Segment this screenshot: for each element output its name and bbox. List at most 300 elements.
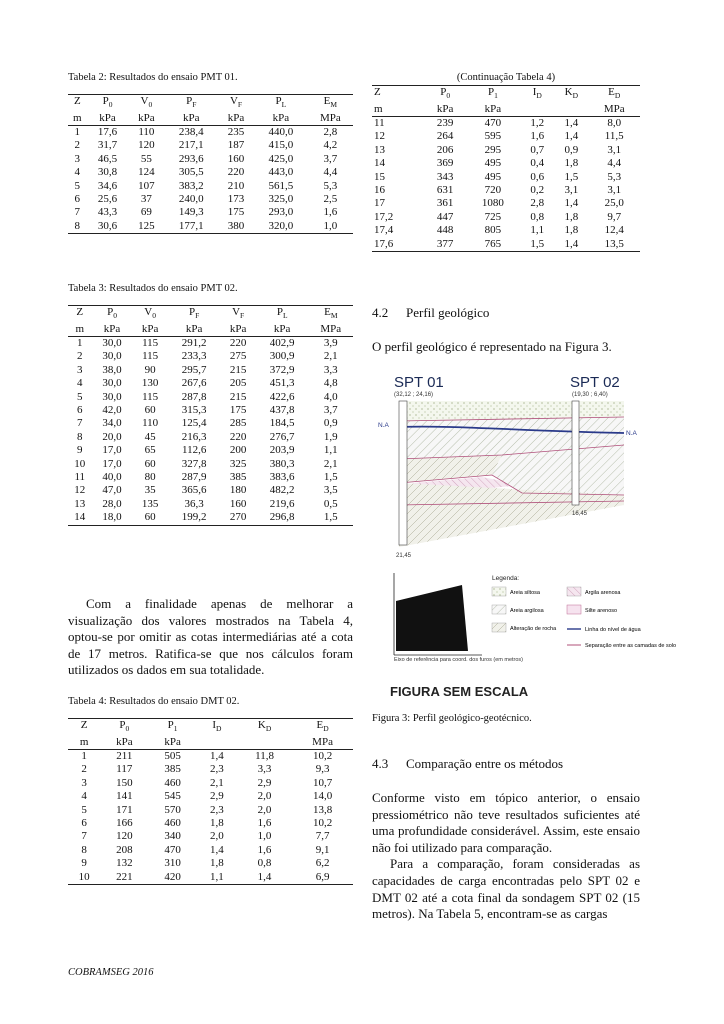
table-cell: 30,0	[102, 350, 122, 363]
table-cell: 13,5	[588, 238, 640, 252]
table-cell: 3,7	[323, 404, 338, 417]
table-row	[68, 206, 353, 219]
table-cell: 310	[164, 857, 181, 870]
table-cell: 219,6	[269, 497, 295, 510]
legend-label-4: Alteração de rocha	[510, 626, 557, 632]
table-cell: 440,0	[268, 126, 294, 138]
table-cell: 6	[76, 404, 83, 417]
table-cell: 0,9	[564, 143, 579, 156]
table-cell: 9	[76, 444, 83, 457]
table-cell: 9	[81, 857, 87, 870]
table-cell: 3,1	[564, 184, 579, 197]
water-label-right: N.A	[626, 430, 637, 437]
table-row	[372, 130, 640, 143]
table-cell: 199,2	[168, 511, 221, 525]
table-cell: 47,0	[102, 484, 122, 497]
table-cell: 1,4	[209, 750, 224, 762]
table-row	[68, 458, 353, 471]
table-cell: 171	[116, 803, 133, 816]
paragraph-4-3-a: Conforme visto em tópico anterior, o ensaio pressiométrico não teve resultados suficientes até uma profundidade considerável. Assim, este ensaio não foi utilizado para comparação.	[372, 790, 640, 855]
table-row	[68, 471, 353, 484]
table-cell: 46,5	[97, 152, 118, 165]
scale-note: FIGURA SEM ESCALA	[390, 684, 529, 699]
table-cell: 1,6	[530, 130, 545, 143]
table-cell: 18,0	[91, 511, 132, 525]
table-cell: 3	[76, 363, 83, 376]
table-cell: 14	[68, 511, 91, 525]
section-4-2	[372, 305, 640, 356]
unit-cell: MPa	[308, 112, 353, 126]
th-pf: $P_F$	[164, 95, 218, 112]
table-cell: 1	[81, 750, 87, 762]
table-cell: 6	[74, 193, 81, 206]
table-cell: 31,7	[97, 139, 118, 152]
table-cell: 725	[484, 210, 502, 223]
table-cell: 631	[436, 184, 454, 197]
table-cell: 422,6	[269, 390, 295, 403]
table-cell: 200	[229, 444, 247, 457]
table-cell: 8	[76, 430, 83, 443]
th-z: Z	[68, 95, 87, 112]
section-4-3	[372, 756, 640, 923]
th-ed: $E_D$	[588, 86, 640, 103]
table-cell: 117	[116, 763, 133, 776]
th-vf: $V_F$	[218, 95, 254, 112]
table-cell: 4,8	[323, 377, 338, 390]
th-z: Z	[372, 86, 425, 103]
unit-cell: kPa	[148, 736, 196, 750]
table-cell: 1,8	[209, 857, 224, 870]
table-cell: 2,9	[209, 790, 224, 803]
unit-cell: MPa	[309, 323, 353, 337]
table-cell: 1,5	[564, 170, 579, 183]
table-cell: 55	[140, 152, 152, 165]
th-p0: $P_0$	[87, 95, 129, 112]
table-cell: 211	[116, 750, 133, 762]
table-cell: 17	[374, 197, 385, 210]
table-cell: 1,9	[323, 430, 338, 443]
table-cell: 1080	[481, 197, 504, 210]
unit-cell: kPa	[91, 323, 132, 337]
table-cell: 1	[76, 337, 83, 349]
table-cell: 361	[436, 197, 454, 210]
table-cell: 380,3	[269, 457, 295, 470]
table3-block	[68, 283, 353, 526]
table-cell: 216,3	[181, 430, 207, 443]
table-cell: 17,4	[374, 224, 394, 237]
table-cell: 30,0	[102, 377, 122, 390]
table2	[68, 94, 353, 234]
table-row	[68, 790, 353, 803]
table-cell: 45	[144, 430, 156, 443]
th-z: Z	[68, 306, 91, 323]
table-row	[68, 498, 353, 511]
table-cell: 220	[229, 337, 247, 349]
table-row	[372, 197, 640, 210]
table-cell: 12,4	[604, 224, 624, 237]
footer: COBRAMSEG 2016	[68, 967, 154, 978]
table4-cont-block	[372, 72, 640, 252]
table-cell: 60	[144, 404, 156, 417]
legend	[492, 587, 676, 649]
table-cell: 6	[81, 817, 87, 830]
table-cell: 0,8	[257, 857, 272, 870]
spt01-depth-end: 21,45	[396, 553, 412, 559]
table-cell: 215	[229, 363, 247, 376]
table-cell: 36,3	[184, 497, 204, 510]
table-cell: 11	[74, 471, 86, 484]
table-cell: 12	[74, 484, 86, 497]
table-cell: 130	[141, 377, 159, 390]
table-cell: 17,6	[372, 238, 425, 252]
table-cell: 267,6	[181, 377, 207, 390]
table-cell: 402,9	[269, 337, 295, 349]
table-cell: 38,0	[102, 363, 122, 376]
table-cell: 217,1	[178, 139, 204, 152]
table-cell: 35	[144, 484, 156, 497]
th-kd: $K_D$	[237, 719, 292, 736]
table-cell: 37	[140, 193, 152, 206]
table-cell: 235	[227, 126, 245, 138]
table-cell: 372,9	[269, 363, 295, 376]
table-cell: 300,9	[269, 350, 295, 363]
table-cell: 110	[138, 126, 155, 138]
unit-cell: MPa	[292, 736, 353, 750]
th-z: Z	[68, 719, 100, 736]
table-cell: 325,0	[268, 193, 294, 206]
unit-cell: m	[372, 103, 425, 117]
table-cell: 293,6	[178, 152, 204, 165]
table-cell: 495	[484, 170, 502, 183]
table-cell: 1,4	[564, 197, 579, 210]
legend-label-1: Argila arenosa	[585, 590, 621, 596]
legend-swatch-argila-arenosa	[567, 587, 581, 596]
table-cell: 1,8	[564, 210, 579, 223]
table-cell: 285	[229, 417, 247, 430]
table-cell: 383,6	[269, 471, 295, 484]
table-cell: 3	[74, 152, 81, 165]
unit-cell: kPa	[100, 736, 148, 750]
table-cell: 9,1	[315, 843, 330, 856]
table-row	[68, 750, 353, 764]
table-cell: 25,6	[97, 193, 118, 206]
table-cell: 447	[436, 210, 454, 223]
table4-block	[68, 696, 353, 885]
unit-cell	[237, 736, 292, 750]
table-cell: 13	[74, 497, 86, 510]
table-cell: 295,7	[181, 363, 207, 376]
table-cell: 15	[374, 170, 385, 183]
section-number: 4.2	[372, 305, 389, 320]
table-cell: 460	[164, 817, 181, 830]
unit-cell: m	[68, 323, 91, 337]
table-cell: 495	[484, 157, 502, 170]
table-cell: 115	[142, 390, 159, 403]
table-cell: 595	[484, 130, 502, 143]
section-title: Comparação entre os métodos	[406, 756, 564, 771]
table-cell: 239	[436, 117, 454, 129]
table-cell: 1,6	[323, 206, 338, 219]
legend-swatch-alteracao-rocha	[492, 623, 506, 632]
table-cell: 1,8	[564, 224, 579, 237]
table-cell: 8,0	[607, 117, 622, 129]
table-cell: 0,7	[530, 143, 545, 156]
table-cell: 240,0	[178, 193, 204, 206]
table-cell: 173	[227, 193, 245, 206]
table-cell: 80	[144, 471, 156, 484]
table-cell: 720	[484, 184, 502, 197]
unit-cell: kPa	[168, 323, 221, 337]
table-cell: 20,0	[102, 430, 122, 443]
legend-label-6: Separação entre as camadas de solo	[585, 643, 677, 649]
table-row	[68, 844, 353, 857]
table-cell: 16	[374, 184, 385, 197]
table-cell: 17,0	[102, 457, 122, 470]
table-cell: 203,9	[269, 444, 295, 457]
table-cell: 175	[229, 404, 247, 417]
table-cell: 69	[140, 206, 152, 219]
table-cell: 2,9	[257, 776, 272, 789]
th-em: $E_M$	[308, 95, 353, 112]
table-cell: 369	[436, 157, 454, 170]
table-cell: 2	[76, 350, 83, 363]
table-cell: 2,3	[209, 803, 224, 816]
spt02-coords: (19,30 ; 6,40)	[572, 392, 608, 398]
table-row	[68, 857, 353, 870]
table-cell: 6,2	[315, 857, 330, 870]
paragraph-left-text: Com a finalidade apenas de melhorar a visualização dos valores mostrados na Tabela 4, optou-se por omitir as cotas intermediárias até a cota de 17 metros. Ratifica-se que nos cálculos foram utilizados os dados em sua totalidade.	[68, 596, 353, 678]
table-row	[68, 193, 353, 206]
table-cell: 340	[164, 830, 181, 843]
table-cell: 470	[484, 117, 502, 129]
unit-cell: kPa	[133, 323, 168, 337]
table-cell: 1,1	[197, 871, 237, 885]
table-row	[68, 763, 353, 776]
table-cell: 561,5	[268, 179, 294, 192]
paragraph-4-3-b: Para a comparação, foram consideradas as capacidades de carga encontradas pelo SPT 02 e DMT 02 até a cota final da sondagem SPT 02 (15 metros). Na Tabela 5, encontram-se as cargas	[372, 856, 640, 922]
table-cell: 160	[227, 152, 245, 165]
unit-cell: kPa	[254, 112, 308, 126]
table-cell: 40,0	[102, 471, 122, 484]
table-cell: 1,0	[257, 830, 272, 843]
table-cell: 150	[116, 776, 133, 789]
table-cell: 7	[74, 206, 81, 219]
table-cell: 470	[164, 843, 181, 856]
table-cell: 3,9	[323, 337, 338, 349]
table-cell: 2,0	[209, 830, 224, 843]
table-cell: 1,4	[564, 130, 579, 143]
table-cell: 448	[436, 224, 454, 237]
table-cell: 1,5	[309, 511, 353, 525]
table-cell: 9,3	[315, 763, 330, 776]
th-v0: $V_0$	[133, 306, 168, 323]
table-cell: 184,5	[269, 417, 295, 430]
table4-cont-caption: (Continuação Tabela 4)	[456, 72, 556, 83]
table-row	[68, 126, 353, 140]
unit-cell: kPa	[128, 112, 164, 126]
table-row	[372, 224, 640, 237]
table-cell: 2,3	[209, 763, 224, 776]
spt01-borehole	[399, 401, 407, 545]
table-cell: 365,6	[181, 484, 207, 497]
table-cell: 2	[74, 139, 81, 152]
table-cell: 5	[76, 390, 83, 403]
table-cell: 1,4	[554, 238, 588, 252]
table-cell: 377	[425, 238, 466, 252]
legend-swatch-areia-argilosa	[492, 605, 506, 614]
th-p1: $P_1$	[148, 719, 196, 736]
table-cell: 220	[227, 166, 245, 179]
table-cell: 30,8	[97, 166, 118, 179]
table-row	[372, 171, 640, 184]
table-cell: 1,5	[323, 471, 338, 484]
spt02-depth-end: 16,45	[572, 511, 588, 517]
table-cell: 8	[81, 843, 87, 856]
table-cell: 482,2	[269, 484, 295, 497]
table-row	[68, 153, 353, 166]
table-cell: 451,3	[269, 377, 295, 390]
table-cell: 175	[227, 206, 245, 219]
table-cell: 8	[68, 220, 87, 234]
figure3-caption-block	[372, 713, 640, 724]
table-cell: 34,0	[102, 417, 122, 430]
table-cell: 3,1	[607, 184, 622, 197]
table3	[68, 305, 353, 526]
table-cell: 570	[164, 803, 181, 816]
table-row	[68, 804, 353, 817]
th-id: $I_D$	[197, 719, 237, 736]
table-cell: 0,2	[530, 184, 545, 197]
table-cell: 1,4	[209, 843, 224, 856]
table-cell: 1,0	[308, 220, 353, 234]
table-cell: 0,8	[530, 210, 545, 223]
table-cell: 1,4	[564, 117, 579, 129]
table-cell: 13,8	[312, 803, 333, 816]
table-cell: 60	[144, 457, 156, 470]
table-cell: 443,0	[268, 166, 294, 179]
table-cell: 10,7	[312, 776, 333, 789]
table-cell: 2,5	[323, 193, 338, 206]
figure3-caption: Figura 3: Perfil geológico-geotécnico.	[372, 713, 532, 724]
table-cell: 43,3	[97, 206, 118, 219]
table-cell: 30,6	[87, 220, 129, 234]
table-row	[68, 337, 353, 351]
th-p1: $P_1$	[466, 86, 521, 103]
geological-profile-svg	[372, 365, 677, 705]
table-cell: 3,3	[257, 763, 272, 776]
table-cell: 380	[218, 220, 254, 234]
table-cell: 275	[229, 350, 247, 363]
table-row	[68, 444, 353, 457]
legend-swatch-silte-arenoso	[567, 605, 581, 614]
table-cell: 135	[141, 497, 159, 510]
table-cell: 437,8	[269, 404, 295, 417]
paragraph-4-2: O perfil geológico é representado na Figura 3.	[372, 339, 612, 354]
table-cell: 17,6	[97, 126, 118, 138]
table4-cont	[372, 85, 640, 252]
table-cell: 1,6	[257, 817, 272, 830]
table-cell: 1,1	[323, 444, 338, 457]
table-cell: 107	[138, 179, 155, 192]
table-cell: 34,6	[97, 179, 118, 192]
table-cell: 42,0	[102, 404, 122, 417]
table-row	[68, 139, 353, 152]
table-cell: 12	[374, 130, 385, 143]
table-cell: 1,6	[257, 843, 272, 856]
unit-cell	[520, 103, 554, 117]
table-cell: 4	[76, 377, 83, 390]
table-row	[372, 144, 640, 157]
table-cell: 210	[227, 179, 245, 192]
unit-cell	[554, 103, 588, 117]
th-pf: $P_F$	[168, 306, 221, 323]
table-cell: 385	[164, 763, 181, 776]
table-cell: 291,2	[181, 337, 207, 349]
table-cell: 6,9	[292, 871, 353, 885]
table-cell: 141	[116, 790, 133, 803]
table2-block	[68, 72, 353, 234]
table-cell: 187	[227, 139, 245, 152]
table-cell: 177,1	[164, 220, 218, 234]
table-cell: 545	[164, 790, 181, 803]
unit-cell: kPa	[218, 112, 254, 126]
table4-caption: Tabela 4: Resultados do ensaio DMT 02.	[68, 696, 240, 707]
table-cell: 2,1	[323, 350, 338, 363]
legend-label-0: Areia siltosa	[510, 590, 540, 596]
table-cell: 120	[138, 139, 155, 152]
table-cell: 1,8	[209, 817, 224, 830]
table-row	[68, 417, 353, 430]
table-row	[68, 391, 353, 404]
table-cell: 4,4	[607, 157, 622, 170]
table-cell: 120	[116, 830, 133, 843]
table-cell: 65	[144, 444, 156, 457]
table-cell: 2,1	[209, 776, 224, 789]
table-row	[68, 404, 353, 417]
table-cell: 1,1	[530, 224, 545, 237]
site-plan-shape	[396, 585, 468, 651]
th-p0: $P_0$	[100, 719, 148, 736]
table-cell: 25,0	[604, 197, 624, 210]
table-cell: 30,0	[102, 390, 122, 403]
table-cell: 460	[164, 776, 181, 789]
table-cell: 805	[484, 224, 502, 237]
unit-cell: kPa	[425, 103, 466, 117]
table-cell: 90	[144, 363, 156, 376]
table-row	[68, 511, 353, 525]
table-cell: 180	[229, 484, 247, 497]
th-pl: $P_L$	[256, 306, 309, 323]
table-cell: 1,5	[520, 238, 554, 252]
table3-caption: Tabela 3: Resultados do ensaio PMT 02.	[68, 283, 238, 294]
table-row	[68, 350, 353, 363]
unit-cell: m	[68, 112, 87, 126]
spt01-coords: (32,12 ; 24,16)	[394, 392, 434, 398]
unit-cell: kPa	[466, 103, 521, 117]
table-cell: 233,3	[181, 350, 207, 363]
table-row	[68, 166, 353, 179]
table-cell: 28,0	[102, 497, 122, 510]
th-kd: $K_D$	[554, 86, 588, 103]
table-cell: 415,0	[268, 139, 294, 152]
table-cell: 17,2	[374, 210, 394, 223]
table-cell: 4	[74, 166, 81, 179]
table-cell: 3,7	[323, 152, 338, 165]
th-v0: $V_0$	[128, 95, 164, 112]
table-row	[372, 238, 640, 252]
table-cell: 10,2	[312, 817, 333, 830]
table-cell: 10	[74, 457, 86, 470]
